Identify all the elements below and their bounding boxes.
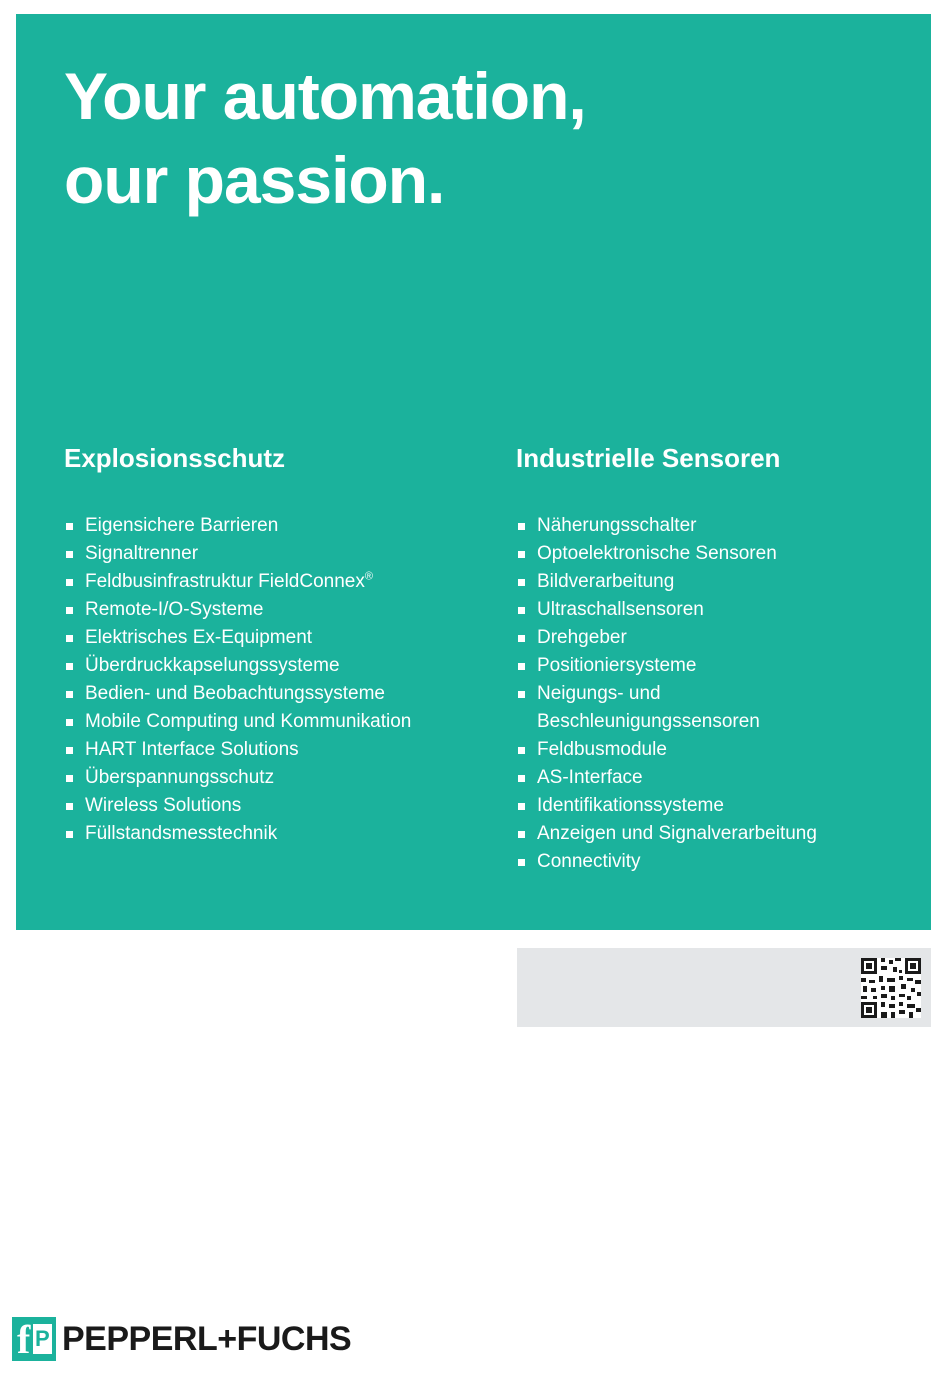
list-item: AS-Interface <box>516 764 916 792</box>
list-item: Identifikationssysteme <box>516 792 916 820</box>
list-item: Remote-I/O-Systeme <box>64 596 484 624</box>
column-heading: Explosionsschutz <box>64 443 286 473</box>
list-item: Positioniersysteme <box>516 652 916 680</box>
headline-line-1: Your automation, <box>64 59 586 133</box>
logo-wordmark: PEPPERL+FUCHS <box>62 1320 352 1358</box>
list-item: Anzeigen und Signalverarbeitung <box>516 820 916 848</box>
list-item: Optoelektronische Sensoren <box>516 540 916 568</box>
qr-code-icon[interactable] <box>861 958 921 1018</box>
list-item: Überspannungsschutz <box>64 764 484 792</box>
column-industrielle-sensoren <box>516 442 916 876</box>
list-item: Elektrisches Ex-Equipment <box>64 624 484 652</box>
list-item: Füllstandsmesstechnik <box>64 820 484 848</box>
column-heading: Industrielle Sensoren <box>516 443 781 473</box>
list-item: Näherungsschalter <box>516 512 916 540</box>
list-item: Überdruckkapselungssysteme <box>64 652 484 680</box>
column-explosionsschutz <box>64 442 484 848</box>
list-item: Drehgeber <box>516 624 916 652</box>
list-item: Bedien- und Beobachtungssysteme <box>64 680 484 708</box>
list-item: Connectivity <box>516 848 916 876</box>
logo-mark-icon: f P <box>12 1317 56 1361</box>
company-logo[interactable] <box>12 1316 351 1362</box>
list-item: Mobile Computing und Kommunikation <box>64 708 484 736</box>
list-item: Feldbusinfrastruktur FieldConnex® <box>64 568 484 596</box>
registered-mark: ® <box>364 570 373 583</box>
list-item: Neigungs- und Beschleunigungssensoren <box>516 680 916 736</box>
list-item: Eigensichere Barrieren <box>64 512 484 540</box>
list-item: HART Interface Solutions <box>64 736 484 764</box>
product-list <box>64 512 484 848</box>
hero-panel <box>16 14 931 930</box>
headline <box>64 54 586 222</box>
list-item: Ultraschallsensoren <box>516 596 916 624</box>
list-item: Signaltrenner <box>64 540 484 568</box>
headline-line-2: our passion. <box>64 143 445 217</box>
list-item: Feldbusmodule <box>516 736 916 764</box>
list-item: Wireless Solutions <box>64 792 484 820</box>
list-item: Bildverarbeitung <box>516 568 916 596</box>
qr-panel <box>517 948 931 1027</box>
product-list <box>516 512 916 876</box>
